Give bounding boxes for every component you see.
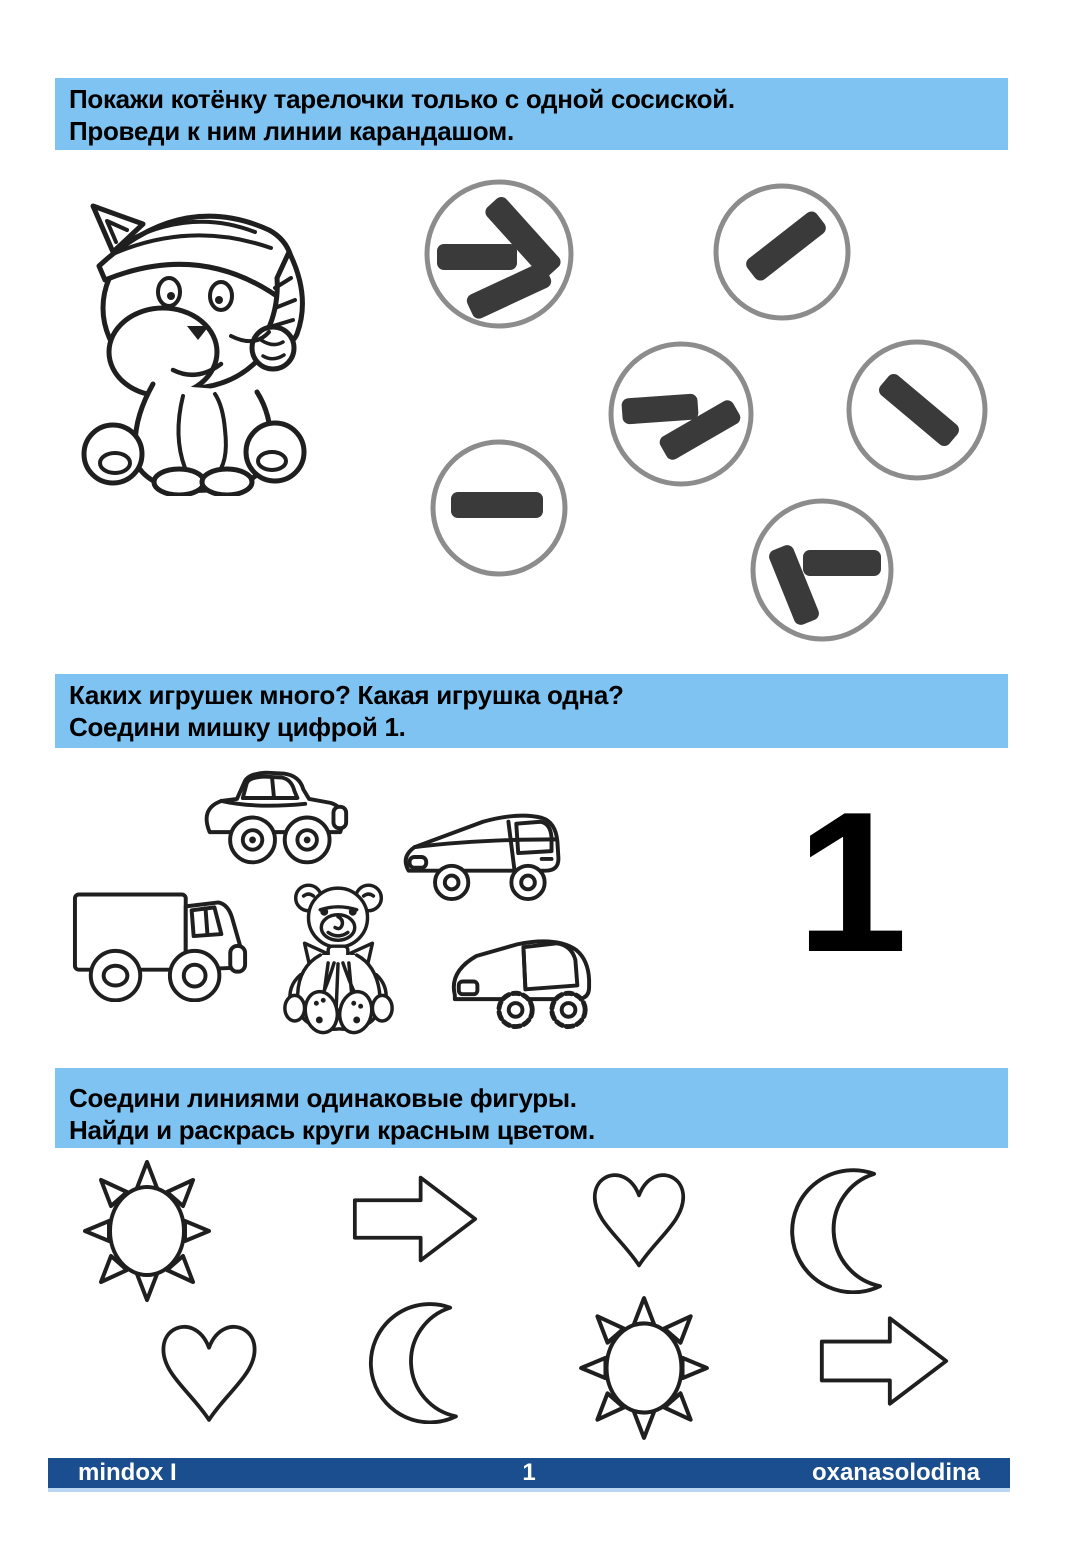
toy-car-illustration — [196, 764, 352, 870]
sun-shape — [581, 1298, 707, 1438]
footer-author: oxanasolodina — [811, 1459, 980, 1486]
plate-5-with-1-sausage — [433, 442, 565, 574]
footer-brand: mindox I — [78, 1459, 177, 1486]
arrow-shape — [822, 1318, 946, 1403]
footer-bar — [48, 1458, 1010, 1492]
number-one: 1 — [796, 771, 908, 994]
sausage — [451, 492, 543, 518]
heart-shape — [163, 1327, 254, 1420]
sun-shape — [85, 1162, 209, 1300]
moon-shape — [792, 1170, 880, 1292]
sausage — [803, 550, 881, 576]
task1-instruction-line1: Покажи котёнку тарелочки только с одной сосиской. — [69, 84, 735, 114]
task1-instruction-line2: Проведи к ним линии карандашом. — [69, 116, 514, 146]
task2-instruction-bar — [55, 674, 1008, 748]
plate-4-with-1-sausage — [849, 342, 985, 478]
plate-3-with-2-sausages — [611, 344, 751, 484]
toy-van-illustration — [398, 810, 566, 903]
toy-truck-illustration — [70, 880, 253, 1002]
footer-page-number: 1 — [522, 1459, 536, 1486]
teddy-bear-illustration — [277, 880, 400, 1036]
arrow-shape — [355, 1178, 475, 1261]
plate-1-with-3-sausages — [427, 182, 571, 326]
plate-6-with-2-sausages — [753, 501, 891, 639]
sausage — [621, 393, 699, 424]
task3-instruction-line1: Соедини линиями одинаковые фигуры. — [69, 1083, 577, 1113]
task3-instruction-bar — [55, 1068, 1008, 1148]
toy-minivan-illustration — [447, 930, 594, 1031]
task2-instruction-line1: Каких игрушек много? Какая игрушка одна? — [69, 680, 624, 710]
task3-instruction-line2: Найди и раскрась круги красным цветом. — [69, 1115, 595, 1145]
moon-shape — [371, 1304, 456, 1422]
heart-shape — [595, 1175, 683, 1265]
sausage — [437, 244, 517, 270]
task2-instruction-line2: Соедини мишку цифрой 1. — [69, 712, 406, 742]
plate-2-with-1-sausage — [716, 186, 848, 318]
